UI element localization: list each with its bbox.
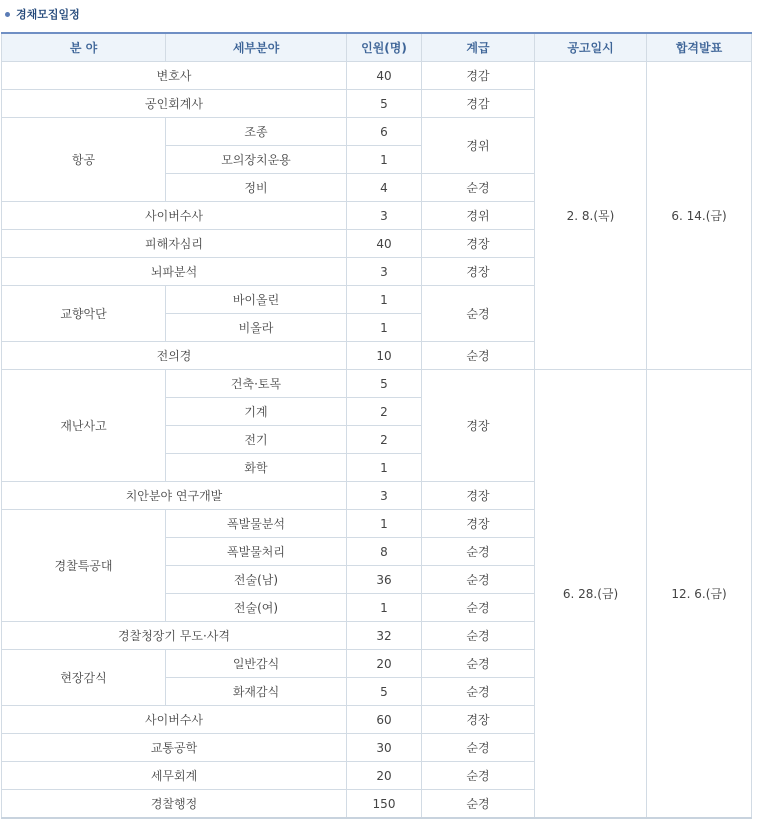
cell-count: 2 xyxy=(347,426,422,454)
cell-rank: 순경 xyxy=(422,174,535,202)
cell-announce-date: 6. 14.(금) xyxy=(647,62,752,370)
section-title-text: 경채모집일정 xyxy=(16,8,80,21)
table-row xyxy=(2,62,752,90)
cell-count: 3 xyxy=(347,482,422,510)
cell-count: 5 xyxy=(347,370,422,398)
cell-rank: 순경 xyxy=(422,342,535,370)
cell-rank: 순경 xyxy=(422,594,535,622)
section-title xyxy=(5,5,80,23)
cell-rank: 순경 xyxy=(422,650,535,678)
header-announce-date: 합격발표 xyxy=(647,33,752,62)
cell-count: 6 xyxy=(347,118,422,146)
cell-rank: 순경 xyxy=(422,286,535,342)
cell-field: 교통공학 xyxy=(2,734,347,762)
cell-rank: 경감 xyxy=(422,62,535,90)
cell-subfield: 건축·토목 xyxy=(166,370,347,398)
cell-subfield: 폭발물처리 xyxy=(166,538,347,566)
cell-subfield: 바이올린 xyxy=(166,286,347,314)
table-header-row xyxy=(2,33,752,62)
cell-count: 20 xyxy=(347,650,422,678)
cell-field: 교향악단 xyxy=(2,286,166,342)
cell-field: 경찰특공대 xyxy=(2,510,166,622)
cell-field: 항공 xyxy=(2,118,166,202)
cell-field: 뇌파분석 xyxy=(2,258,347,286)
cell-subfield: 폭발물분석 xyxy=(166,510,347,538)
cell-subfield: 화재감식 xyxy=(166,678,347,706)
cell-rank: 순경 xyxy=(422,734,535,762)
cell-rank: 경장 xyxy=(422,482,535,510)
cell-rank: 경감 xyxy=(422,90,535,118)
cell-rank: 경장 xyxy=(422,230,535,258)
cell-count: 2 xyxy=(347,398,422,426)
cell-count: 36 xyxy=(347,566,422,594)
cell-subfield: 모의장치운용 xyxy=(166,146,347,174)
cell-subfield: 전술(남) xyxy=(166,566,347,594)
cell-rank: 순경 xyxy=(422,622,535,650)
header-notice-date: 공고일시 xyxy=(535,33,647,62)
cell-rank: 순경 xyxy=(422,538,535,566)
cell-count: 60 xyxy=(347,706,422,734)
cell-count: 1 xyxy=(347,510,422,538)
cell-rank: 경장 xyxy=(422,370,535,482)
header-subfield: 세부분야 xyxy=(166,33,347,62)
cell-field: 재난사고 xyxy=(2,370,166,482)
header-rank: 계급 xyxy=(422,33,535,62)
cell-count: 4 xyxy=(347,174,422,202)
cell-count: 10 xyxy=(347,342,422,370)
cell-subfield: 일반감식 xyxy=(166,650,347,678)
cell-count: 30 xyxy=(347,734,422,762)
header-field: 분 야 xyxy=(2,33,166,62)
cell-rank: 경장 xyxy=(422,258,535,286)
cell-rank: 순경 xyxy=(422,678,535,706)
cell-notice-date: 2. 8.(목) xyxy=(535,62,647,370)
cell-field: 치안분야 연구개발 xyxy=(2,482,347,510)
cell-count: 1 xyxy=(347,146,422,174)
cell-count: 8 xyxy=(347,538,422,566)
cell-rank: 순경 xyxy=(422,790,535,819)
cell-field: 사이버수사 xyxy=(2,706,347,734)
cell-subfield: 비올라 xyxy=(166,314,347,342)
cell-count: 40 xyxy=(347,62,422,90)
cell-count: 32 xyxy=(347,622,422,650)
cell-count: 1 xyxy=(347,314,422,342)
cell-rank: 경장 xyxy=(422,706,535,734)
bullet-icon xyxy=(5,12,10,17)
cell-field: 피해자심리 xyxy=(2,230,347,258)
cell-count: 3 xyxy=(347,258,422,286)
cell-count: 1 xyxy=(347,454,422,482)
cell-rank: 경장 xyxy=(422,510,535,538)
cell-count: 3 xyxy=(347,202,422,230)
cell-announce-date: 12. 6.(금) xyxy=(647,370,752,819)
cell-subfield: 전기 xyxy=(166,426,347,454)
cell-field: 공인회계사 xyxy=(2,90,347,118)
cell-field: 현장감식 xyxy=(2,650,166,706)
cell-count: 5 xyxy=(347,90,422,118)
cell-field: 경찰행정 xyxy=(2,790,347,819)
cell-field: 사이버수사 xyxy=(2,202,347,230)
cell-field: 변호사 xyxy=(2,62,347,90)
cell-subfield: 전술(여) xyxy=(166,594,347,622)
cell-subfield: 화학 xyxy=(166,454,347,482)
cell-notice-date: 6. 28.(금) xyxy=(535,370,647,819)
cell-subfield: 조종 xyxy=(166,118,347,146)
cell-count: 150 xyxy=(347,790,422,819)
cell-rank: 순경 xyxy=(422,566,535,594)
cell-count: 5 xyxy=(347,678,422,706)
cell-field: 전의경 xyxy=(2,342,347,370)
cell-count: 1 xyxy=(347,286,422,314)
cell-subfield: 정비 xyxy=(166,174,347,202)
cell-rank: 경위 xyxy=(422,118,535,174)
header-count: 인원(명) xyxy=(347,33,422,62)
cell-rank: 순경 xyxy=(422,762,535,790)
cell-subfield: 기계 xyxy=(166,398,347,426)
cell-count: 20 xyxy=(347,762,422,790)
cell-count: 1 xyxy=(347,594,422,622)
recruitment-schedule-table xyxy=(1,32,752,819)
cell-field: 경찰청장기 무도·사격 xyxy=(2,622,347,650)
cell-rank: 경위 xyxy=(422,202,535,230)
cell-count: 40 xyxy=(347,230,422,258)
table-row xyxy=(2,370,752,398)
cell-field: 세무회계 xyxy=(2,762,347,790)
